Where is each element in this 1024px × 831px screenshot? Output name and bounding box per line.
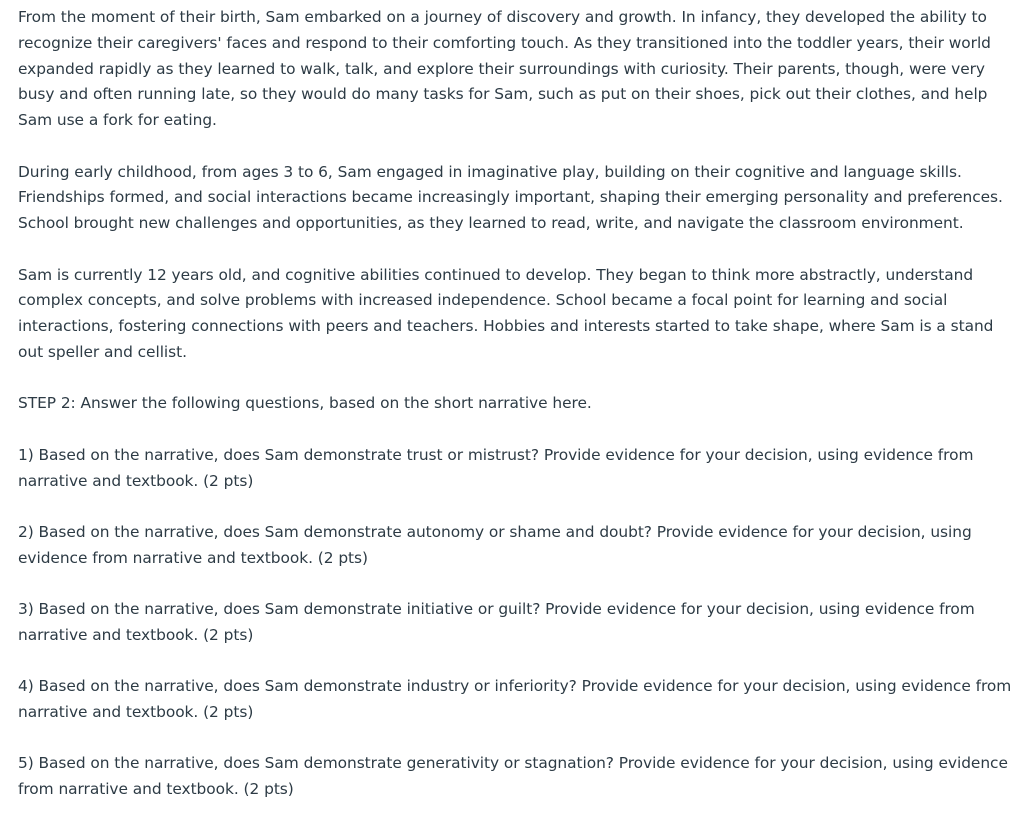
narrative-paragraph-infancy: From the moment of their birth, Sam embarked on a journey of discovery and growth. In infancy, they developed the ability to recognize their caregivers' faces and respond to their comforting touch. As they transitioned into the toddler years, their world expanded rapidly as they learned to walk, talk, and explore their surroundings with curiosity. Their parents, though, were very busy and often running late, so they would do many tasks for Sam, such as put on their shoes, pick out their clothes, and help Sam use a fork for eating. [18,8,991,130]
question-1: 1) Based on the narrative, does Sam demonstrate trust or mistrust? Provide evidence for your decision, using evidence from narrative and textbook. (2 pts) [18,445,974,490]
narrative-paragraph-early-childhood: During early childhood, from ages 3 to 6, Sam engaged in imaginative play, building on their cognitive and language skills. Friendships formed, and social interactions became increasingly important, shaping their emerging personality and preferences. School brought new challenges and opportunities, as they learned to read, write, and navigate the classroom environment. [18,162,1003,233]
question-5: 5) Based on the narrative, does Sam demonstrate generativity or stagnation? Provide evidence for your decision, using evidence from narrative and textbook. (2 pts) [18,754,1008,799]
step2-instruction: STEP 2: Answer the following questions, based on the short narrative here. [18,394,592,413]
question-3: 3) Based on the narrative, does Sam demonstrate initiative or guilt? Provide evidence for your decision, using evidence from narrative and textbook. (2 pts) [18,600,975,644]
narrative-paragraph-middle-childhood: Sam is currently 12 years old, and cognitive abilities continued to develop. They began to think more abstractly, understand complex concepts, and solve problems with increased independence. School became a focal point for learning and social interactions, fostering connections with peers and teachers. Hobbies and interests started to take shape, where Sam is a stand out speller and cellist. [18,265,994,361]
question-4: 4) Based on the narrative, does Sam demonstrate industry or inferiority? Provide evidence for your decision, using evidence from narrative and textbook. (2 pts) [18,677,1012,722]
question-2: 2) Based on the narrative, does Sam demonstrate autonomy or shame and doubt? Provide evidence for your decision, using evidence from narrative and textbook. (2 pts) [18,522,972,567]
assignment-document [18,5,1013,829]
